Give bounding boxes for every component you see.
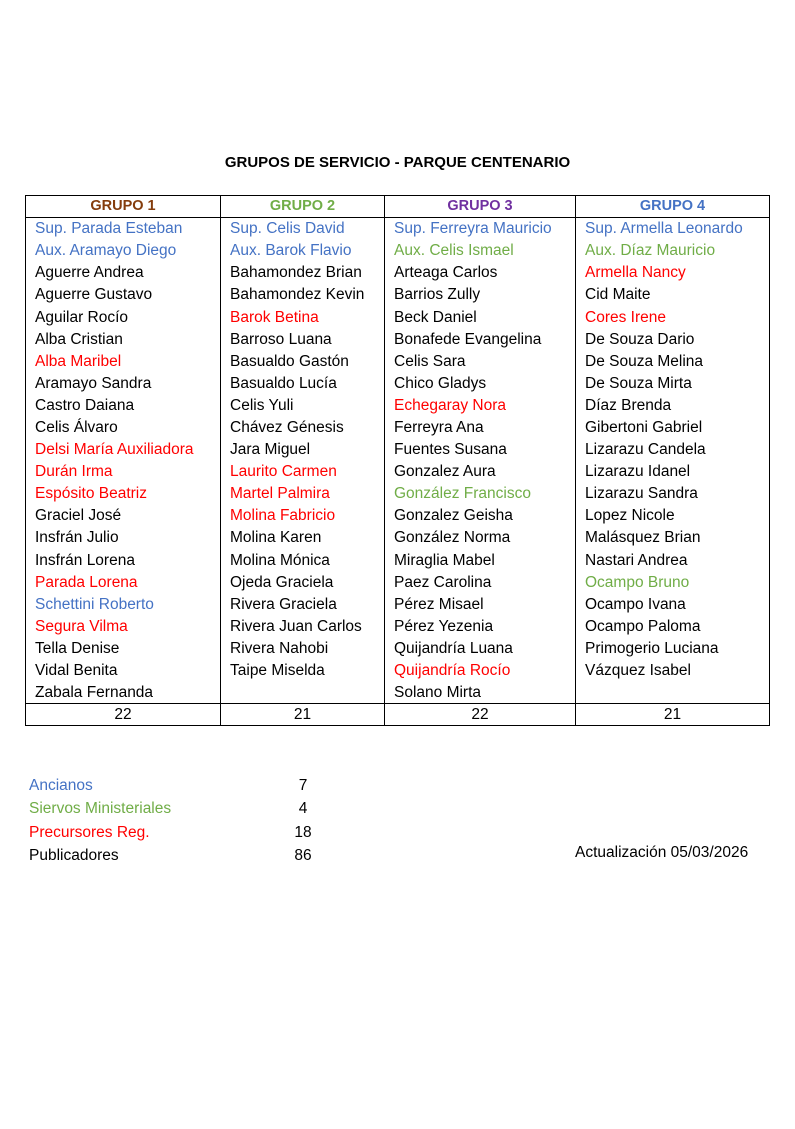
table-row	[26, 328, 770, 350]
member-cell: Ocampo Paloma	[576, 615, 770, 637]
table-row	[26, 549, 770, 571]
member-cell: Arteaga Carlos	[385, 262, 576, 284]
summary-label: Siervos Ministeriales	[29, 800, 172, 818]
member-cell: Aux. Aramayo Diego	[26, 240, 221, 262]
group-3-header: GRUPO 3	[385, 196, 576, 218]
member-cell: Sup. Armella Leonardo	[576, 218, 770, 240]
member-cell: Delsi María Auxiliadora	[26, 439, 221, 461]
header-row	[26, 196, 770, 218]
member-cell: Nastari Andrea	[576, 549, 770, 571]
summary-row-precursores	[29, 821, 329, 844]
member-cell: Espósito Beatriz	[26, 483, 221, 505]
table-row	[26, 350, 770, 372]
member-cell: Ocampo Ivana	[576, 593, 770, 615]
group-total: 21	[221, 704, 385, 726]
member-cell: Bonafede Evangelina	[385, 328, 576, 350]
member-cell: Taipe Miselda	[221, 659, 385, 681]
member-cell: Rivera Juan Carlos	[221, 615, 385, 637]
member-cell: Beck Daniel	[385, 306, 576, 328]
member-cell: Aguerre Andrea	[26, 262, 221, 284]
member-cell: Rivera Graciela	[221, 593, 385, 615]
member-cell: Barroso Luana	[221, 328, 385, 350]
member-cell: Gibertoni Gabriel	[576, 416, 770, 438]
member-cell: Insfrán Julio	[26, 527, 221, 549]
table-row	[26, 637, 770, 659]
totals-row	[26, 704, 770, 726]
table-row	[26, 682, 770, 704]
member-cell: Aux. Barok Flavio	[221, 240, 385, 262]
member-cell: Ocampo Bruno	[576, 571, 770, 593]
member-cell: Lizarazu Idanel	[576, 461, 770, 483]
member-cell: Miraglia Mabel	[385, 549, 576, 571]
member-cell: Cid Maite	[576, 284, 770, 306]
member-cell: Echegaray Nora	[385, 394, 576, 416]
member-cell: Parada Lorena	[26, 571, 221, 593]
member-cell: Alba Maribel	[26, 350, 221, 372]
member-cell: Molina Mónica	[221, 549, 385, 571]
member-cell: Aux. Celis Ismael	[385, 240, 576, 262]
member-cell: Quijandría Rocío	[385, 659, 576, 681]
member-cell: Barrios Zully	[385, 284, 576, 306]
member-cell: Celis Sara	[385, 350, 576, 372]
member-cell: De Souza Mirta	[576, 372, 770, 394]
table-row	[26, 284, 770, 306]
member-rows	[26, 218, 770, 726]
member-cell	[221, 682, 385, 704]
group-total: 22	[385, 704, 576, 726]
member-cell: Celis Yuli	[221, 394, 385, 416]
summary-label: Precursores Reg.	[29, 823, 150, 841]
member-cell: Jara Miguel	[221, 439, 385, 461]
member-cell: Sup. Ferreyra Mauricio	[385, 218, 576, 240]
member-cell: Barok Betina	[221, 306, 385, 328]
member-cell: Graciel José	[26, 505, 221, 527]
table-row	[26, 306, 770, 328]
table-row	[26, 659, 770, 681]
table-row	[26, 394, 770, 416]
member-cell: Cores Irene	[576, 306, 770, 328]
member-cell: González Norma	[385, 527, 576, 549]
member-cell: Tella Denise	[26, 637, 221, 659]
summary-label: Ancianos	[29, 777, 93, 794]
member-cell: Chávez Génesis	[221, 416, 385, 438]
member-cell: Chico Gladys	[385, 372, 576, 394]
member-cell: Segura Vilma	[26, 615, 221, 637]
member-cell: Primogerio Luciana	[576, 637, 770, 659]
member-cell: Aguilar Rocío	[26, 306, 221, 328]
member-cell: Castro Daiana	[26, 394, 221, 416]
member-cell: Vidal Benita	[26, 659, 221, 681]
member-cell: Molina Karen	[221, 527, 385, 549]
member-cell: Sup. Parada Esteban	[26, 218, 221, 240]
member-cell: Díaz Brenda	[576, 394, 770, 416]
member-cell: Pérez Misael	[385, 593, 576, 615]
summary-value: 18	[294, 823, 312, 841]
member-cell: Durán Irma	[26, 461, 221, 483]
member-cell: Paez Carolina	[385, 571, 576, 593]
page-title: GRUPOS DE SERVICIO - PARQUE CENTENARIO	[224, 154, 571, 171]
member-cell: Basualdo Gastón	[221, 350, 385, 372]
member-cell: Molina Fabricio	[221, 505, 385, 527]
table-row	[26, 505, 770, 527]
member-cell: Pérez Yezenia	[385, 615, 576, 637]
member-cell: Basualdo Lucía	[221, 372, 385, 394]
summary-row-ancianos	[29, 774, 329, 797]
member-cell: De Souza Dario	[576, 328, 770, 350]
summary-value: 7	[298, 777, 308, 794]
summary	[29, 774, 329, 867]
member-cell: Insfrán Lorena	[26, 549, 221, 571]
table-row	[26, 483, 770, 505]
member-cell: Gonzalez Geisha	[385, 505, 576, 527]
member-cell: De Souza Melina	[576, 350, 770, 372]
summary-value: 86	[294, 846, 312, 864]
member-cell: Fuentes Susana	[385, 439, 576, 461]
member-cell	[576, 682, 770, 704]
member-cell: Sup. Celis David	[221, 218, 385, 240]
groups-table	[25, 195, 770, 726]
member-cell: Zabala Fernanda	[26, 682, 221, 704]
group-2-header: GRUPO 2	[221, 196, 385, 218]
table-row	[26, 416, 770, 438]
table-row	[26, 439, 770, 461]
member-cell: Ojeda Graciela	[221, 571, 385, 593]
summary-row-publicadores	[29, 844, 329, 867]
member-cell: Martel Palmira	[221, 483, 385, 505]
member-cell: Quijandría Luana	[385, 637, 576, 659]
member-cell: Laurito Carmen	[221, 461, 385, 483]
member-cell: Aux. Díaz Mauricio	[576, 240, 770, 262]
member-cell: Gonzalez Aura	[385, 461, 576, 483]
member-cell: Aguerre Gustavo	[26, 284, 221, 306]
member-cell: Bahamondez Brian	[221, 262, 385, 284]
member-cell: Celis Álvaro	[26, 416, 221, 438]
member-cell: Bahamondez Kevin	[221, 284, 385, 306]
table-row	[26, 571, 770, 593]
member-cell: Schettini Roberto	[26, 593, 221, 615]
member-cell: Vázquez Isabel	[576, 659, 770, 681]
table-row	[26, 615, 770, 637]
member-cell: Aramayo Sandra	[26, 372, 221, 394]
table-row	[26, 262, 770, 284]
table-row	[26, 372, 770, 394]
member-cell: Malásquez Brian	[576, 527, 770, 549]
table-row	[26, 593, 770, 615]
group-total: 22	[26, 704, 221, 726]
summary-label: Publicadores	[29, 846, 119, 864]
summary-value: 4	[298, 800, 308, 818]
group-total: 21	[576, 704, 770, 726]
member-cell: Lizarazu Sandra	[576, 483, 770, 505]
member-cell: Lizarazu Candela	[576, 439, 770, 461]
update-date: Actualización 05/03/2026	[575, 844, 749, 861]
summary-row-siervos	[29, 797, 329, 820]
member-cell: González Francisco	[385, 483, 576, 505]
member-cell: Ferreyra Ana	[385, 416, 576, 438]
table-row	[26, 240, 770, 262]
member-cell: Armella Nancy	[576, 262, 770, 284]
table-row	[26, 218, 770, 240]
table-row	[26, 461, 770, 483]
member-cell: Solano Mirta	[385, 682, 576, 704]
member-cell: Rivera Nahobi	[221, 637, 385, 659]
group-1-header: GRUPO 1	[26, 196, 221, 218]
table-row	[26, 527, 770, 549]
group-4-header: GRUPO 4	[576, 196, 770, 218]
member-cell: Alba Cristian	[26, 328, 221, 350]
member-cell: Lopez Nicole	[576, 505, 770, 527]
